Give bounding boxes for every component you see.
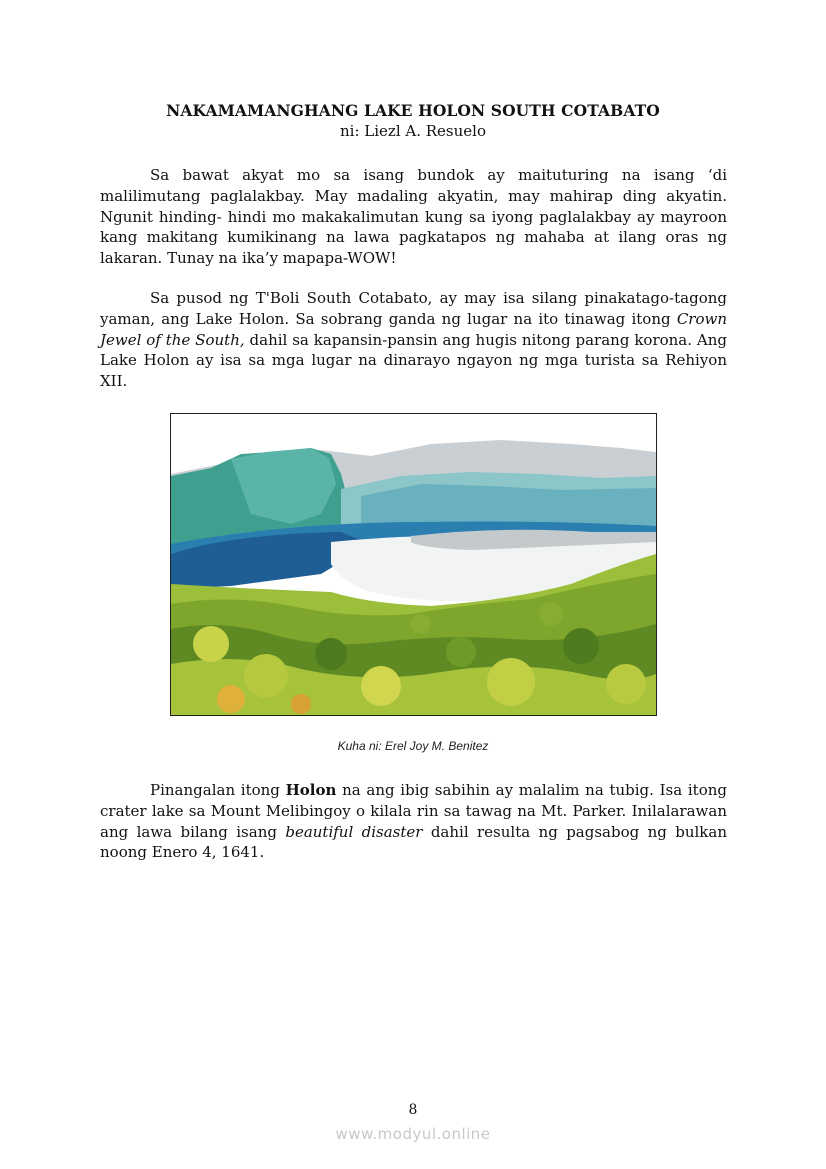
holon-keyword: Holon — [285, 781, 337, 799]
paragraph-meaning-text: Pinangalan itong — [150, 781, 286, 799]
paragraph-location — [100, 288, 727, 392]
article-title: NAKAMAMANGHANG LAKE HOLON SOUTH COTABATO — [166, 101, 660, 120]
paragraph-intro — [100, 165, 727, 269]
paragraph-meaning-text-end: dahil resulta ng pagsabog ng bulkan noong Enero 4, 1641. — [100, 822, 727, 862]
page-number: 8 — [408, 1102, 418, 1118]
photo-caption: Kuha ni: Erel Joy M. Benitez — [337, 739, 489, 753]
paragraph-meaning — [100, 780, 727, 863]
paragraph-location-text: Sa pusod ng T'Boli South Cotabato, ay may isa silang pinakatago-tagong yaman, ang Lake Holon. Sa sobrang ganda ng lugar na ito tinawag itong — [100, 289, 727, 328]
beautiful-disaster-phrase: beautiful disaster — [285, 822, 423, 841]
crown-jewel-phrase: Crown Jewel of the South, — [100, 309, 727, 349]
paragraph-meaning-text-mid: na ang ibig sabihin ay malalim na tubig. Isa itong crater lake sa Mount Melibingoy o kilala rin sa tawag na Mt. Parker. Inilalarawan ang lawa bilang isang — [100, 781, 727, 841]
lake-holon-photo — [170, 413, 657, 716]
paragraph-intro-text: Sa bawat akyat mo sa isang bundok ay maituturing na isang ‘di malilimutang paglalakbay. May madaling akyatin, may mahirap ding akyatin. Ngunit hinding- hindi mo makakalimutan kung sa iyong paglalakbay ay mayroon kang makitang kumikinang na lawa pagkatapos ng mahaba at ilang oras ng lakaran. Tunay na ika’y mapapa-WOW! — [100, 166, 727, 268]
watermark: www.modyul.online — [335, 1125, 491, 1143]
author-byline: ni: Liezl A. Resuelo — [340, 122, 486, 140]
paragraph-location-text-end: dahil sa kapansin-pansin ang hugis nitong parang korona. Ang Lake Holon ay isa sa mga lugar na dinarayo ngayon ng mga turista sa Rehiyon XII. — [100, 330, 727, 391]
